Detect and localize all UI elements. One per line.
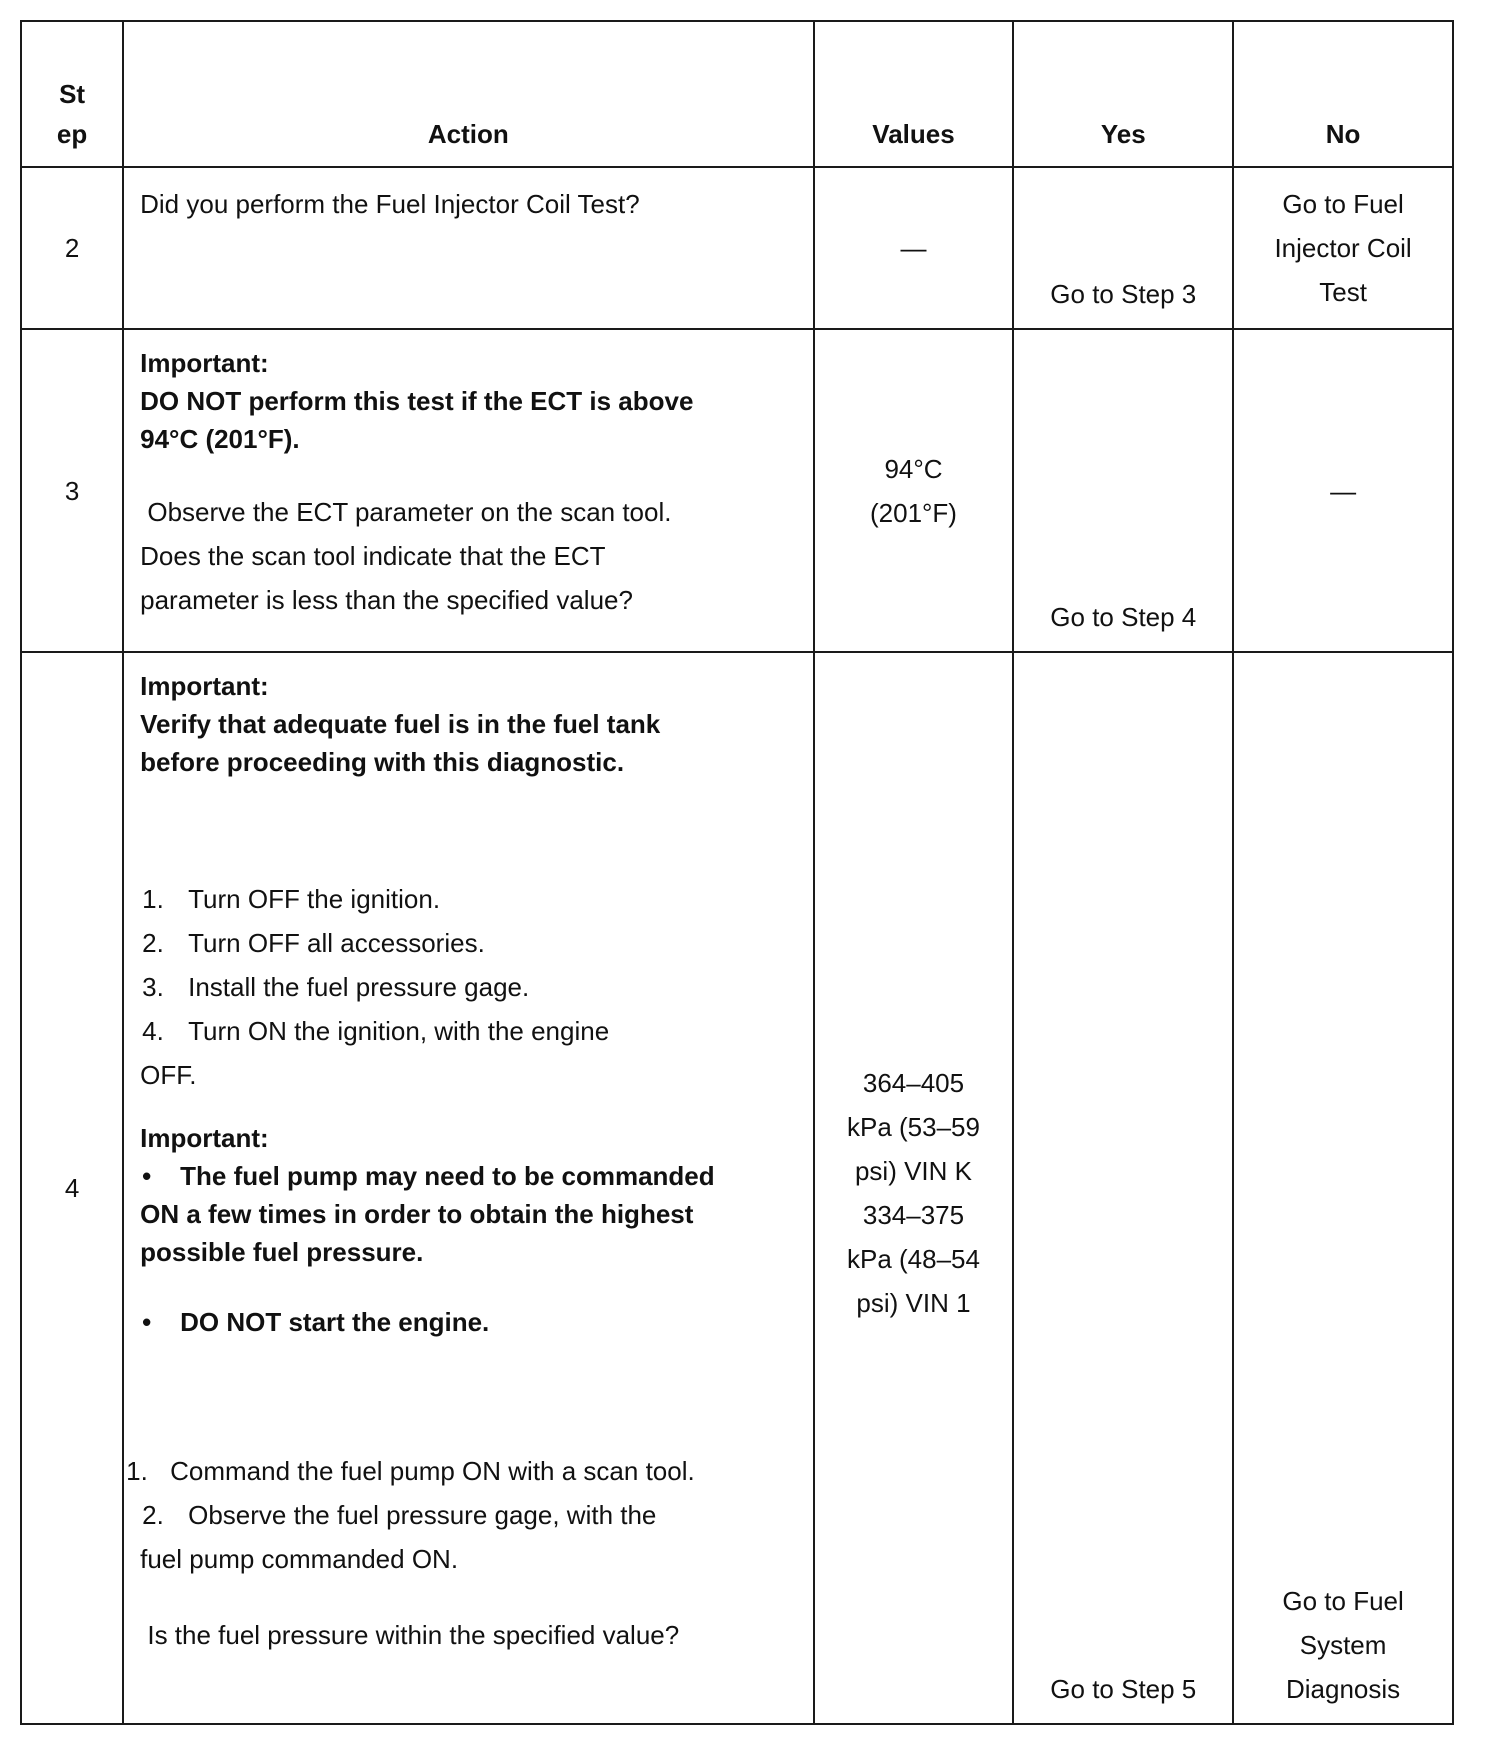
header-step: St ep: [21, 21, 123, 167]
bullet-icon: •: [142, 1161, 152, 1191]
list-item: 4. Turn ON the ignition, with the engine: [142, 1016, 610, 1046]
no-cell: —: [1233, 329, 1453, 652]
question-text: Is the fuel pressure within the specified value?: [140, 1620, 680, 1650]
important-text: 94°C (201°F).: [140, 424, 300, 454]
table-row: [21, 652, 1453, 1724]
values-cell: —: [814, 167, 1014, 329]
action-cell: [123, 652, 813, 1724]
no-cell: [1233, 167, 1453, 329]
list-item-continuation: fuel pump commanded ON.: [140, 1544, 459, 1574]
header-no: No: [1233, 21, 1453, 167]
action-cell: [123, 167, 813, 329]
no-link[interactable]: Go to Fuel Injector Coil Test: [1274, 189, 1412, 307]
diagnostic-table: [20, 20, 1454, 1725]
header-yes: Yes: [1013, 21, 1233, 167]
bullet-text: possible fuel pressure.: [140, 1237, 424, 1267]
important-label: Important:: [140, 671, 269, 701]
action-cell: [123, 329, 813, 652]
important-text: Verify that adequate fuel is in the fuel tank: [140, 709, 661, 739]
list-item: 1. Command the fuel pump ON with a scan tool.: [126, 1456, 695, 1486]
list-item-continuation: OFF.: [140, 1060, 197, 1090]
table-row: [21, 167, 1453, 329]
values-cell: 94°C (201°F): [814, 329, 1014, 652]
values-cell: 364–405 kPa (53–59 psi) VIN K 334–375 kPa (48–54 psi) VIN 1: [814, 652, 1014, 1724]
yes-cell: [1013, 167, 1233, 329]
bullet-icon: •: [142, 1307, 152, 1337]
header-row: [21, 21, 1453, 167]
header-action: Action: [123, 21, 813, 167]
yes-cell: [1013, 652, 1233, 1724]
important-text: DO NOT perform this test if the ECT is above: [140, 386, 694, 416]
list-item: 1. Turn OFF the ignition.: [142, 884, 441, 914]
yes-link[interactable]: Go to Step 3: [1050, 279, 1197, 309]
bullet-item: • The fuel pump may need to be commanded: [140, 1157, 796, 1195]
action-text: Observe the ECT parameter on the scan tool.: [140, 497, 672, 527]
list-item: 3. Install the fuel pressure gage.: [142, 972, 530, 1002]
action-text: Did you perform the Fuel Injector Coil Test?: [140, 189, 640, 219]
list-item: 2. Observe the fuel pressure gage, with the: [142, 1500, 657, 1530]
bullet-text: ON a few times in order to obtain the highest: [140, 1199, 694, 1229]
header-values: Values: [814, 21, 1014, 167]
step-number: 2: [21, 167, 123, 329]
no-cell: [1233, 652, 1453, 1724]
list-item: 2. Turn OFF all accessories.: [142, 928, 485, 958]
important-label: Important:: [140, 1123, 269, 1153]
bullet-item: • DO NOT start the engine.: [140, 1303, 796, 1341]
yes-link[interactable]: Go to Step 5: [1050, 1674, 1197, 1704]
no-link[interactable]: Go to Fuel System Diagnosis: [1282, 1586, 1404, 1704]
action-text: Does the scan tool indicate that the ECT: [140, 541, 606, 571]
step-number: 3: [21, 329, 123, 652]
action-text: parameter is less than the specified value?: [140, 585, 633, 615]
important-label: Important:: [140, 348, 269, 378]
table-row: [21, 329, 1453, 652]
yes-link[interactable]: Go to Step 4: [1050, 602, 1197, 632]
step-number: 4: [21, 652, 123, 1724]
important-text: before proceeding with this diagnostic.: [140, 747, 625, 777]
yes-cell: [1013, 329, 1233, 652]
